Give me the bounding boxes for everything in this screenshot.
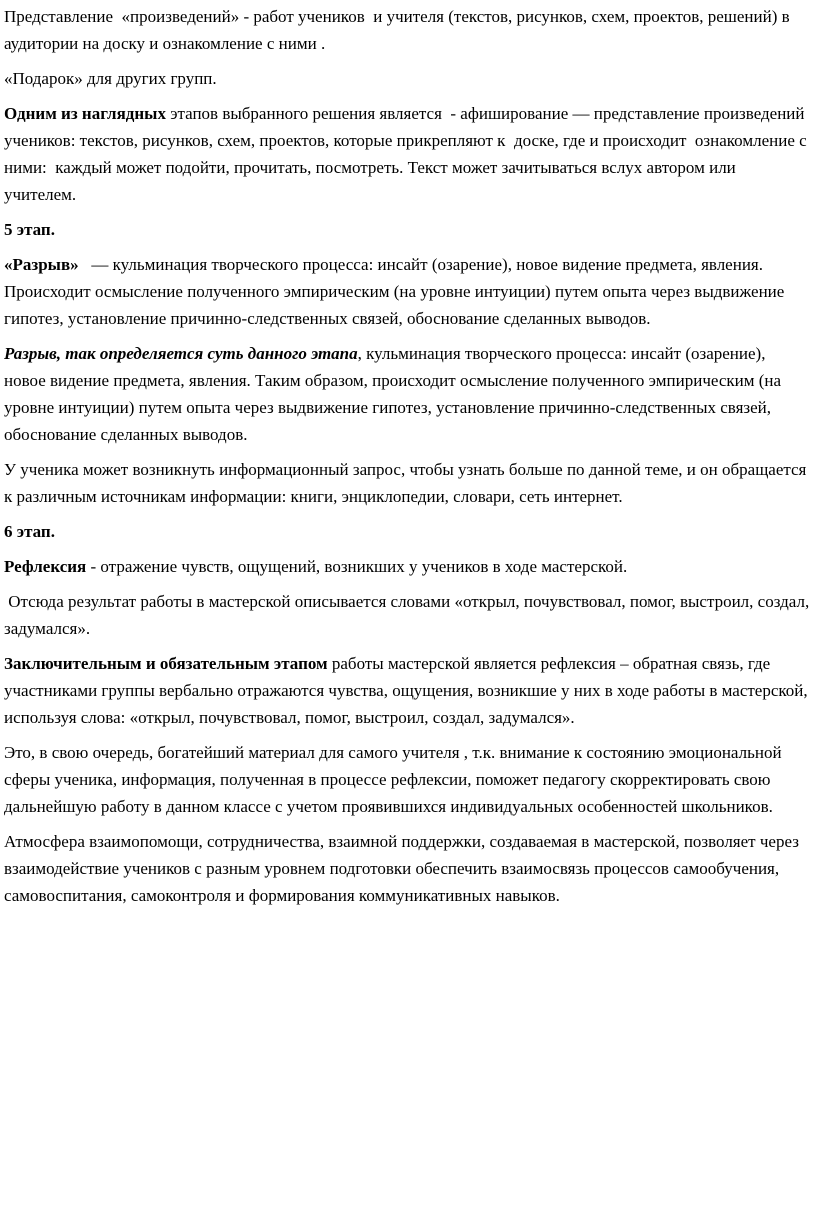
paragraph-4-stage-5-heading <box>4 216 811 243</box>
text-run-bold: Рефлексия <box>4 557 87 576</box>
text-run: Представление «произведений» - работ учеников и учителя (текстов, рисунков, схем, проектов, решений) в аудитории на доску и ознакомление с ними . <box>4 7 794 53</box>
text-run-bold-italic: Разрыв, так определяется суть данного этапа <box>4 344 358 363</box>
text-run: этапов выбранного решения является - афиширование — представление произведений учеников: текстов, рисунков, схем, проектов, которые прикрепляют к доске, где и происходит ознакомление с ними: каждый может подойти, прочитать, посмотреть. Текст может зачитываться вслух автором или учителем. <box>4 104 811 204</box>
paragraph-2 <box>4 65 811 92</box>
text-run-bold: «Разрыв» <box>4 255 79 274</box>
text-run: У ученика может возникнуть информационный запрос, чтобы узнать больше по данной теме, и он обращается к различным источникам информации: книги, энциклопедии, словари, сеть интернет. <box>4 460 811 506</box>
text-run: Атмосфера взаимопомощи, сотрудничества, взаимной поддержки, создаваемая в мастерской, позволяет через взаимодействие учеников с разным уровнем подготовки обеспечить взаимосвязь процессов самообучения, самовоспитания, самоконтроля и формирования коммуникативных навыков. <box>4 832 804 905</box>
paragraph-3 <box>4 100 811 208</box>
paragraph-12 <box>4 739 811 820</box>
text-run-bold: Заключительным и обязательным этапом <box>4 654 328 673</box>
text-run: - отражение чувств, ощущений, возникших у учеников в ходе мастерской. <box>86 557 628 576</box>
text-run-bold: Одним из наглядных <box>4 104 171 123</box>
paragraph-13 <box>4 828 811 909</box>
text-run-bold: 6 этап. <box>4 522 55 541</box>
paragraph-7 <box>4 456 811 510</box>
paragraph-8-stage-6-heading <box>4 518 811 545</box>
text-run: — кульминация творческого процесса: инсайт (озарение), новое видение предмета, явления. Происходит осмысление полученного эмпирическим (на уровне интуиции) путем опыта через выдвижение гипотез, установление причинно-следственных связей, обоснование сделанных выводов. <box>4 255 789 328</box>
text-run: , кульминация творческого процесса: инсайт (озарение), новое видение предмета, явления. Таким образом, происходит осмысление полученного эмпирическим (на уровне интуиции) путем опыта через выдвижение гипотез, установление причинно-следственных связей, обоснование сделанных выводов. <box>4 344 786 444</box>
text-run: работы мастерской является рефлексия – обратная связь, где участниками группы вербально отражаются чувства, ощущения, возникшие у них в ходе работы в мастерской, используя слова: «открыл, почувствовал, помог, выстроил, создал, задумался». <box>4 654 812 727</box>
paragraph-6 <box>4 340 811 448</box>
text-run: Это, в свою очередь, богатейший материал для самого учителя , т.к. внимание к состоянию эмоциональной сферы ученика, информация, полученная в процессе рефлексии, поможет педагогу скорректировать свою дальнейшую работу в данном классе с учетом проявившихся индивидуальных особенностей школьников. <box>4 743 786 816</box>
paragraph-9 <box>4 553 811 580</box>
paragraph-10 <box>4 588 814 642</box>
text-run-bold: 5 этап. <box>4 220 55 239</box>
paragraph-5 <box>4 251 811 332</box>
paragraph-1 <box>4 3 811 57</box>
text-run: «Подарок» для других групп. <box>4 69 217 88</box>
paragraph-11 <box>4 650 811 731</box>
text-run: Отсюда результат работы в мастерской описывается словами «открыл, почувствовал, помог, выстроил, создал, задумался». <box>4 592 814 638</box>
